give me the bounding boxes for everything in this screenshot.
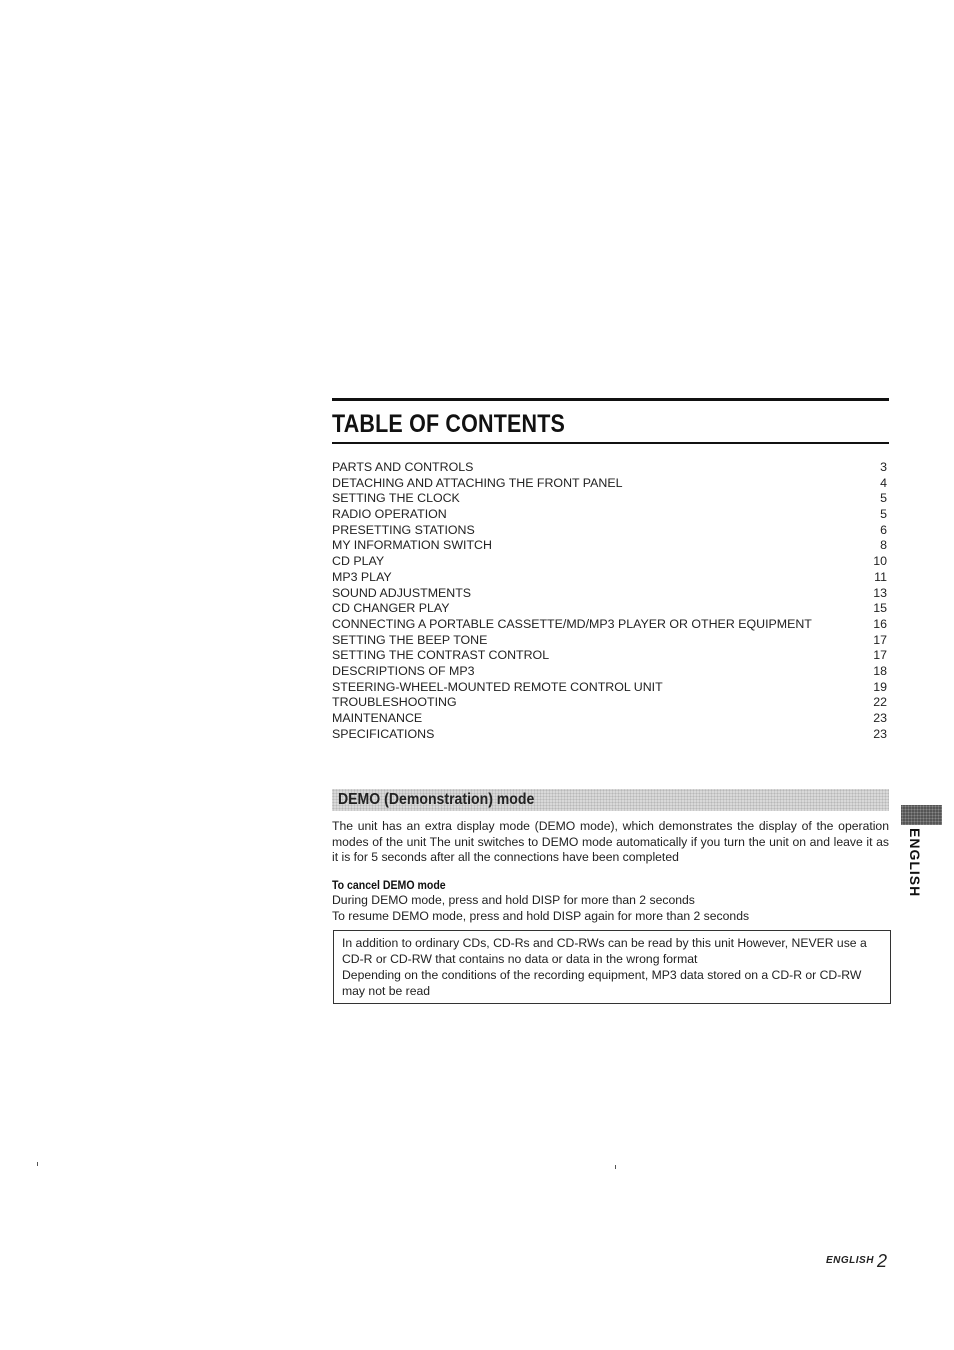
footer-page-number: 2 xyxy=(877,1251,888,1271)
demo-section-header xyxy=(332,789,889,811)
toc-entry-page: 17 xyxy=(873,648,887,663)
toc-title: TABLE OF CONTENTS xyxy=(332,410,566,438)
toc-entry-page: 15 xyxy=(873,601,887,616)
toc-entry xyxy=(332,460,889,476)
toc-entry-page: 16 xyxy=(873,616,887,631)
toc-entry xyxy=(332,507,889,523)
toc-entry-label: SPECIFICATIONS xyxy=(332,726,435,741)
toc-entry-page: 23 xyxy=(873,726,887,741)
toc-entry-page: 3 xyxy=(880,460,887,474)
demo-section-title: DEMO (Demonstration) mode xyxy=(338,791,535,808)
toc-entry-label: PRESETTING STATIONS xyxy=(332,522,475,537)
toc-entry-page: 8 xyxy=(880,538,887,553)
toc-entry-page: 10 xyxy=(873,554,887,569)
toc-entry-label: DETACHING AND ATTACHING THE FRONT PANEL xyxy=(332,475,623,490)
toc-entry-label: CD PLAY xyxy=(332,554,385,569)
scan-speck xyxy=(37,1162,38,1166)
toc-entry xyxy=(332,711,889,727)
toc-entry-label: MY INFORMATION SWITCH xyxy=(332,538,492,553)
toc-entry-page: 19 xyxy=(873,679,887,694)
toc-entry-page: 23 xyxy=(873,711,887,725)
toc-entry xyxy=(332,695,889,711)
toc-entry xyxy=(332,586,889,602)
toc-entry xyxy=(332,680,889,696)
toc-bottom-rule xyxy=(332,442,889,444)
toc-entry xyxy=(332,648,889,664)
note-paragraph-2: Depending on the conditions of the recording equipment, MP3 data stored on a CD-R or CD-RW may not be read xyxy=(342,967,862,998)
toc-entry xyxy=(332,476,889,492)
toc-entry-label: MAINTENANCE xyxy=(332,711,423,725)
toc-entry-page: 6 xyxy=(880,522,887,537)
toc-entry-page: 11 xyxy=(874,569,887,584)
toc-entry-label: SOUND ADJUSTMENTS xyxy=(332,585,472,600)
scan-speck xyxy=(615,1165,616,1169)
toc-entry-label: SETTING THE BEEP TONE xyxy=(332,632,488,647)
toc-entry-label: DESCRIPTIONS OF MP3 xyxy=(332,663,475,678)
toc-entry-page: 22 xyxy=(873,695,887,710)
toc-entry-label: SETTING THE CLOCK xyxy=(332,491,460,506)
toc-entry-label: STEERING-WHEEL-MOUNTED REMOTE CONTROL UNIT xyxy=(332,679,663,694)
cd-compatibility-note xyxy=(333,930,891,1004)
toc-entry-label: SETTING THE CONTRAST CONTROL xyxy=(332,648,550,663)
toc-entry xyxy=(332,523,889,539)
toc-entry-label: MP3 PLAY xyxy=(332,569,392,584)
resume-demo-instruction: To resume DEMO mode, press and hold DISP again for more than 2 seconds xyxy=(332,908,750,923)
cancel-demo-heading: To cancel DEMO mode xyxy=(332,878,446,893)
toc-entry-label: PARTS AND CONTROLS xyxy=(332,460,474,474)
toc-entry xyxy=(332,554,889,570)
toc-entry xyxy=(332,727,889,743)
toc-entry xyxy=(332,601,889,617)
cancel-demo-instruction: During DEMO mode, press and hold DISP for more than 2 seconds xyxy=(332,893,695,908)
toc-entry xyxy=(332,538,889,554)
toc-entry xyxy=(332,633,889,649)
toc-entry-page: 5 xyxy=(880,507,887,522)
toc-entry xyxy=(332,664,889,680)
toc-entry-page: 4 xyxy=(880,475,887,490)
language-tab-marker xyxy=(901,805,942,825)
toc-entry xyxy=(332,617,889,633)
toc-entry-page: 13 xyxy=(873,585,887,600)
table-of-contents xyxy=(332,398,889,742)
toc-entry-page: 5 xyxy=(880,491,887,506)
demo-description: The unit has an extra display mode (DEMO mode), which demonstrates the display of the operation modes of the unit The unit switches to DEMO mode automatically if you turn the unit on and leave it as it is for 5 seconds after all the connections have been completed xyxy=(332,819,889,865)
toc-entry-label: TROUBLESHOOTING xyxy=(332,695,457,710)
note-paragraph-1: In addition to ordinary CDs, CD-Rs and CD-RWs can be read by this unit However, NEVER use a CD-R or CD-RW that contains no data or data in the wrong format xyxy=(342,936,867,966)
toc-entry-label: CONNECTING A PORTABLE CASSETTE/MD/MP3 PLAYER OR OTHER EQUIPMENT xyxy=(332,616,812,631)
footer-language-label: ENGLISH xyxy=(826,1255,874,1266)
toc-entry xyxy=(332,570,889,586)
toc-top-rule xyxy=(332,398,889,401)
demo-mode-section xyxy=(332,789,889,925)
toc-entry xyxy=(332,491,889,507)
toc-entry-page: 17 xyxy=(873,632,887,647)
language-side-label: ENGLISH xyxy=(907,828,923,898)
toc-entry-label: RADIO OPERATION xyxy=(332,507,447,522)
toc-entry-page: 18 xyxy=(873,663,887,678)
toc-list xyxy=(332,460,889,742)
toc-entry-label: CD CHANGER PLAY xyxy=(332,601,450,616)
